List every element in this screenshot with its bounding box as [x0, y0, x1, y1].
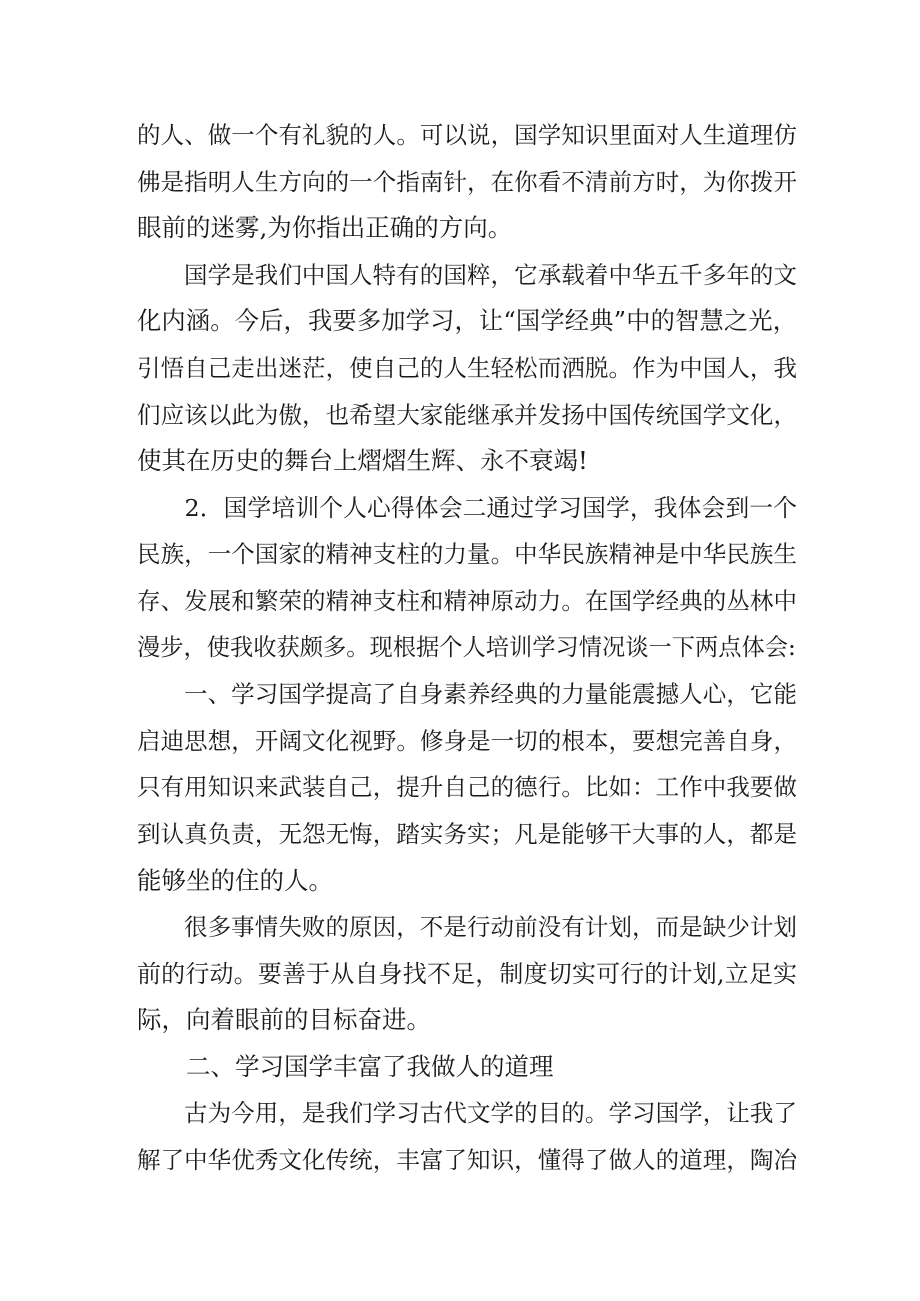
text-line: 只有用知识来武装自己，提升自己的德行。比如：工作中我要做 — [137, 773, 797, 802]
text-line: 前的行动。要善于从自身找不足，制度切实可行的计划,立足实 — [137, 959, 797, 988]
text-line: 漫步，使我收获颇多。现根据个人培训学习情况谈一下两点体会: — [137, 633, 796, 661]
paragraph-5 — [137, 904, 797, 1044]
text-line: 2．国学培训个人心得体会二通过学习国学，我体会到一个 — [184, 493, 797, 522]
text-line: 能够坐的住的人。 — [137, 865, 333, 895]
text-line: 使其在历史的舞台上熠熠生辉、永不衰竭! — [137, 446, 588, 476]
paragraph-1 — [137, 112, 797, 252]
text-line: 到认真负责，无怨无悔，踏实务实；凡是能够干大事的人，都是 — [137, 819, 797, 848]
paragraph-2 — [137, 252, 797, 485]
text-line: 古为今用，是我们学习古代文学的目的。学习国学，让我了 — [184, 1099, 797, 1128]
paragraph-7 — [137, 1090, 797, 1183]
paragraph-4 — [137, 671, 797, 904]
section-heading-2 — [137, 1044, 797, 1091]
text-line: 的人、做一个有礼貌的人。可以说，国学知识里面对人生道理仿 — [137, 121, 797, 149]
text-line: 佛是指明人生方向的一个指南针，在你看不清前方时，为你拨开 — [137, 167, 797, 196]
text-line: 很多事情失败的原因，不是行动前没有计划，而是缺少计划 — [184, 913, 797, 942]
document-body — [137, 112, 797, 1184]
text-line: 存、发展和繁荣的精神支柱和精神原动力。在国学经典的丛林中 — [137, 586, 797, 615]
text-line: 化内涵。今后，我要多加学习，让“国学经典”中的智慧之光， — [137, 306, 797, 336]
paragraph-3 — [137, 485, 797, 671]
text-line: 一、学习国学提高了自身素养经典的力量能震撼人心，它能 — [184, 680, 797, 709]
text-line: 启迪思想，开阔文化视野。修身是一切的根本，要想完善自身， — [137, 726, 797, 755]
text-line: 引悟自己走出迷茫，使自己的人生轻松而洒脱。作为中国人，我 — [137, 353, 797, 382]
text-line: 国学是我们中国人特有的国粹，它承载着中华五千多年的文 — [184, 260, 797, 289]
text-line: 际，向着眼前的目标奋进。 — [137, 1005, 431, 1035]
text-line: 解了中华优秀文化传统，丰富了知识，懂得了做人的道理，陶冶 — [137, 1146, 797, 1175]
text-line: 二、学习国学丰富了我做人的道理 — [186, 1051, 554, 1081]
text-line: 民族，一个国家的精神支柱的力量。中华民族精神是中华民族生 — [137, 540, 797, 569]
text-line: 们应该以此为傲，也希望大家能继承并发扬中国传统国学文化， — [137, 400, 797, 429]
text-line: 眼前的迷雾,为你指出正确的方向。 — [137, 213, 513, 243]
